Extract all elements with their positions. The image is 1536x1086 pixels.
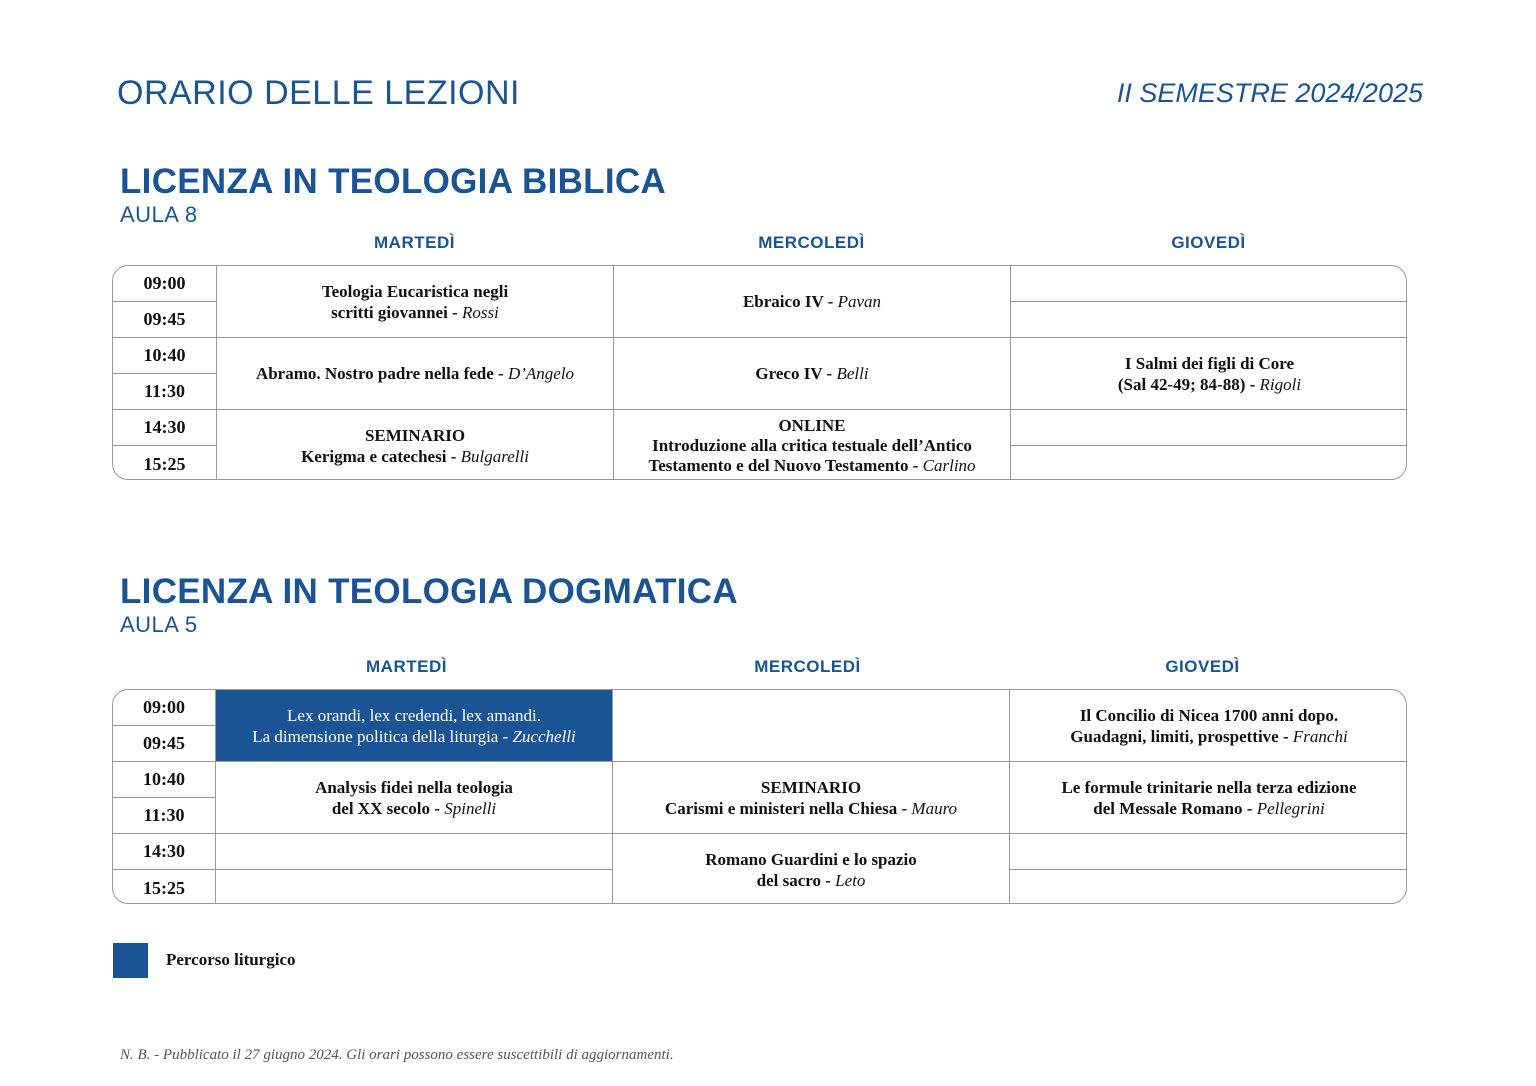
course-cell: SEMINARIO Carismi e ministeri nella Chiesa - Mauro: [613, 762, 1010, 834]
time-slot: 14:30: [113, 410, 217, 446]
day-header-wednesday: MERCOLEDÌ: [754, 657, 861, 676]
course-cell: Ebraico IV - Pavan: [614, 266, 1011, 338]
day-header-thursday: GIOVEDÌ: [1171, 233, 1246, 252]
section-room: AULA 8: [120, 202, 198, 227]
time-slot: 15:25: [113, 870, 216, 904]
day-header-wednesday: MERCOLEDÌ: [758, 233, 865, 252]
teacher-name: Rigoli: [1259, 374, 1302, 394]
section-room: AULA 5: [120, 612, 198, 637]
teacher-name: Spinelli: [444, 798, 497, 818]
page-title: ORARIO DELLE LEZIONI: [117, 74, 520, 112]
teacher-name: Pavan: [837, 292, 882, 311]
legend-swatch: [113, 943, 148, 978]
teacher-name: Mauro: [911, 798, 958, 818]
section-title: LICENZA IN TEOLOGIA BIBLICA: [120, 162, 667, 201]
course-cell: Greco IV - Belli: [614, 338, 1011, 410]
empty-cell: [1010, 834, 1407, 870]
time-slot: 11:30: [113, 374, 217, 410]
legend-label: Percorso liturgico: [166, 950, 296, 969]
course-cell: ONLINE Introduzione alla critica testuale dell’Antico Testamento e del Nuovo Testamento - Carlino: [614, 410, 1011, 480]
teacher-name: Bulgarelli: [460, 447, 529, 466]
teacher-name: Carlino: [922, 456, 976, 475]
time-slot: 09:00: [113, 266, 217, 302]
empty-cell: [613, 690, 1010, 762]
empty-cell: [1011, 446, 1407, 480]
day-header-tuesday: MARTEDÌ: [374, 233, 455, 252]
empty-cell: [216, 834, 613, 870]
course-cell: SEMINARIO Kerigma e catechesi - Bulgarelli: [217, 410, 614, 480]
day-header-tuesday: MARTEDÌ: [366, 657, 447, 676]
course-cell: Abramo. Nostro padre nella fede - D’Angelo: [217, 338, 614, 410]
time-slot: 09:45: [113, 302, 217, 338]
course-cell: I Salmi dei figli di Core (Sal 42-49; 84-88) - Rigoli: [1011, 338, 1407, 410]
teacher-name: Leto: [835, 871, 866, 890]
empty-cell: [1011, 410, 1407, 446]
empty-cell: [1010, 870, 1407, 904]
time-slot: 14:30: [113, 834, 216, 870]
footnote: N. B. - Pubblicato il 27 giugno 2024. Gli orari possono essere suscettibili di aggiornamenti.: [120, 1047, 674, 1063]
empty-cell: [1011, 302, 1407, 338]
time-slot: 09:00: [113, 690, 216, 726]
time-slot: 10:40: [113, 338, 217, 374]
teacher-name: Zucchelli: [512, 726, 576, 746]
section-title: LICENZA IN TEOLOGIA DOGMATICA: [120, 572, 738, 611]
course-cell: Analysis fidei nella teologia del XX secolo - Spinelli: [216, 762, 613, 834]
schedule-grid: [112, 265, 1407, 480]
schedule-grid: [112, 689, 1407, 904]
course-cell: Teologia Eucaristica negli scritti giovannei - Rossi: [217, 266, 614, 338]
time-slot: 15:25: [113, 446, 217, 480]
teacher-name: Pellegrini: [1256, 798, 1325, 818]
semester-label: II SEMESTRE 2024/2025: [1116, 78, 1423, 108]
empty-cell: [1011, 266, 1407, 302]
time-slot: 10:40: [113, 762, 216, 798]
day-header-thursday: GIOVEDÌ: [1165, 657, 1240, 676]
teacher-name: Rossi: [461, 302, 499, 322]
course-cell: Romano Guardini e lo spazio del sacro - Leto: [613, 834, 1010, 904]
teacher-name: D’Angelo: [507, 364, 575, 383]
course-cell: Il Concilio di Nicea 1700 anni dopo. Guadagni, limiti, prospettive - Franchi: [1010, 690, 1407, 762]
teacher-name: Franchi: [1292, 726, 1348, 746]
course-cell: Le formule trinitarie nella terza edizione del Messale Romano - Pellegrini: [1010, 762, 1407, 834]
empty-cell: [216, 870, 613, 904]
time-slot: 09:45: [113, 726, 216, 762]
course-cell-liturgical: Lex orandi, lex credendi, lex amandi. La dimensione politica della liturgia - Zucchelli: [216, 690, 613, 762]
teacher-name: Belli: [836, 364, 869, 383]
time-slot: 11:30: [113, 798, 216, 834]
